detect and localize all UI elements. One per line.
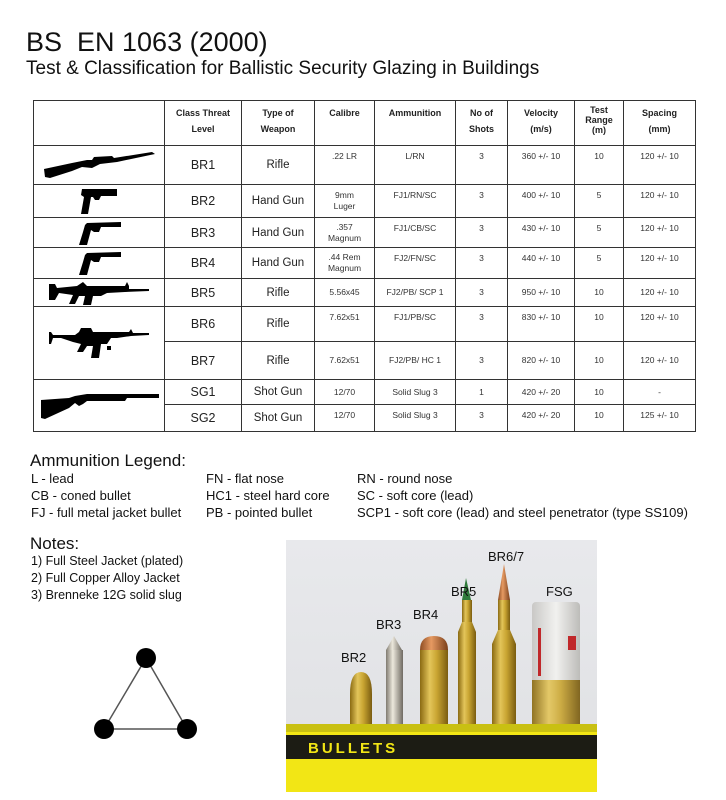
range-cell: 10 bbox=[575, 279, 624, 307]
weapon-cell bbox=[34, 279, 165, 307]
weapon-cell bbox=[34, 248, 165, 279]
header-range: Test Range (m) bbox=[575, 101, 624, 146]
header-spacing: Spacing (mm) bbox=[624, 101, 696, 146]
calibre-cell: 12/70 bbox=[315, 405, 375, 432]
velocity-cell: 440 +/- 10 bbox=[508, 248, 575, 279]
legend-title: Ammunition Legend: bbox=[30, 451, 186, 470]
table-row bbox=[34, 307, 696, 342]
battle-rifle-icon bbox=[47, 324, 151, 362]
legend-item: CB - coned bullet bbox=[31, 488, 131, 503]
class-cell: SG2 bbox=[165, 405, 242, 432]
table-row bbox=[34, 248, 696, 279]
weapon-cell bbox=[34, 307, 165, 380]
class-cell: BR1 bbox=[165, 146, 242, 185]
bullet-label-br3: BR3 bbox=[376, 617, 402, 632]
revolver-icon bbox=[75, 220, 123, 246]
header-shots: No of Shots bbox=[456, 101, 508, 146]
type-cell: Rifle bbox=[242, 279, 315, 307]
spacing-cell: - bbox=[624, 380, 696, 405]
spacing-cell: 120 +/- 10 bbox=[624, 279, 696, 307]
range-cell: 5 bbox=[575, 248, 624, 279]
range-cell: 5 bbox=[575, 218, 624, 248]
shots-cell: 3 bbox=[456, 342, 508, 380]
header-class: Class Threat Level bbox=[165, 101, 242, 146]
type-cell: Rifle bbox=[242, 342, 315, 380]
shotgun-icon bbox=[39, 392, 159, 420]
type-cell: Shot Gun bbox=[242, 380, 315, 405]
class-cell: SG1 bbox=[165, 380, 242, 405]
table-header-row bbox=[34, 101, 696, 146]
type-cell: Shot Gun bbox=[242, 405, 315, 432]
header-weapon-image bbox=[34, 101, 165, 146]
velocity-cell: 830 +/- 10 bbox=[508, 307, 575, 342]
bullet-label-fsg: FSG bbox=[546, 584, 573, 599]
class-cell: BR7 bbox=[165, 342, 242, 380]
legend-item: SC - soft core (lead) bbox=[357, 488, 474, 503]
bullet-label-br4: BR4 bbox=[413, 607, 439, 622]
calibre-cell: 12/70 bbox=[315, 380, 375, 405]
legend-column-3 bbox=[357, 470, 688, 521]
shots-cell: 3 bbox=[456, 185, 508, 218]
ammo-cell: FJ2/FN/SC bbox=[375, 248, 456, 279]
range-cell: 10 bbox=[575, 146, 624, 185]
bullets-photo bbox=[286, 540, 597, 792]
range-cell: 5 bbox=[575, 185, 624, 218]
range-cell: 10 bbox=[575, 405, 624, 432]
table-row bbox=[34, 218, 696, 248]
velocity-cell: 430 +/- 10 bbox=[508, 218, 575, 248]
velocity-cell: 360 +/- 10 bbox=[508, 146, 575, 185]
impact-point bbox=[94, 719, 114, 739]
calibre-cell: 5.56x45 bbox=[315, 279, 375, 307]
scoped-rifle-icon bbox=[42, 151, 157, 179]
spacing-cell: 120 +/- 10 bbox=[624, 146, 696, 185]
impact-point bbox=[136, 648, 156, 668]
class-cell: BR3 bbox=[165, 218, 242, 248]
spacing-cell: 125 +/- 10 bbox=[624, 405, 696, 432]
shots-cell: 1 bbox=[456, 380, 508, 405]
spacing-cell: 120 +/- 10 bbox=[624, 218, 696, 248]
shots-cell: 3 bbox=[456, 146, 508, 185]
calibre-cell: .44 Rem Magnum bbox=[315, 248, 375, 279]
table-row bbox=[34, 185, 696, 218]
calibre-cell: 7.62x51 bbox=[315, 307, 375, 342]
ammo-cell: FJ1/CB/SC bbox=[375, 218, 456, 248]
legend-item: FJ - full metal jacket bullet bbox=[31, 505, 182, 520]
page-subtitle: Test & Classification for Ballistic Security Glazing in Buildings bbox=[26, 58, 540, 79]
range-cell: 10 bbox=[575, 307, 624, 342]
weapon-cell bbox=[34, 146, 165, 185]
class-cell: BR5 bbox=[165, 279, 242, 307]
assault-rifle-icon bbox=[47, 280, 151, 306]
legend-column-1 bbox=[31, 470, 181, 521]
bullet-label-br2: BR2 bbox=[341, 650, 367, 665]
header-type: Type of Weapon bbox=[242, 101, 315, 146]
ammo-cell: L/RN bbox=[375, 146, 456, 185]
class-cell: BR4 bbox=[165, 248, 242, 279]
page-title: BS EN 1063 (2000) bbox=[26, 27, 268, 57]
header-velocity: Velocity (m/s) bbox=[508, 101, 575, 146]
calibre-cell: .357 Magnum bbox=[315, 218, 375, 248]
velocity-cell: 400 +/- 10 bbox=[508, 185, 575, 218]
shots-cell: 3 bbox=[456, 405, 508, 432]
notes-list bbox=[31, 553, 183, 604]
pistol-icon bbox=[79, 187, 119, 215]
type-cell: Rifle bbox=[242, 307, 315, 342]
box-label-text: BULLETS bbox=[308, 740, 399, 757]
calibre-cell: .22 LR bbox=[315, 146, 375, 185]
legend-item: L - lead bbox=[31, 471, 74, 486]
legend-column-2 bbox=[206, 470, 330, 521]
velocity-cell: 950 +/- 10 bbox=[508, 279, 575, 307]
range-cell: 10 bbox=[575, 342, 624, 380]
weapon-cell bbox=[34, 380, 165, 432]
header-ammunition: Ammunition bbox=[375, 101, 456, 146]
velocity-cell: 420 +/- 20 bbox=[508, 380, 575, 405]
impact-point bbox=[177, 719, 197, 739]
velocity-cell: 420 +/- 20 bbox=[508, 405, 575, 432]
revolver-icon bbox=[75, 250, 123, 276]
notes-title: Notes: bbox=[30, 534, 80, 553]
spacing-cell: 120 +/- 10 bbox=[624, 342, 696, 380]
type-cell: Hand Gun bbox=[242, 218, 315, 248]
ammo-cell: FJ1/PB/SC bbox=[375, 307, 456, 342]
shots-cell: 3 bbox=[456, 307, 508, 342]
shot-pattern-triangle-diagram bbox=[90, 645, 210, 745]
type-cell: Hand Gun bbox=[242, 185, 315, 218]
ammo-cell: Solid Slug 3 bbox=[375, 380, 456, 405]
note-item: 3) Brenneke 12G solid slug bbox=[31, 588, 182, 602]
legend-item: RN - round nose bbox=[357, 471, 453, 486]
legend-item: FN - flat nose bbox=[206, 471, 285, 486]
legend-item: SCP1 - soft core (lead) and steel penetrator (type SS109) bbox=[357, 505, 688, 520]
classification-table bbox=[33, 100, 696, 432]
ammo-cell: Solid Slug 3 bbox=[375, 405, 456, 432]
legend-item: HC1 - steel hard core bbox=[206, 488, 330, 503]
calibre-cell: 7.62x51 bbox=[315, 342, 375, 380]
bullet-label-br6-7: BR6/7 bbox=[488, 549, 525, 564]
type-cell: Hand Gun bbox=[242, 248, 315, 279]
type-cell: Rifle bbox=[242, 146, 315, 185]
bullet-label-br5: BR5 bbox=[451, 584, 477, 599]
table-row bbox=[34, 380, 696, 405]
class-cell: BR6 bbox=[165, 307, 242, 342]
shots-cell: 3 bbox=[456, 279, 508, 307]
spacing-cell: 120 +/- 10 bbox=[624, 307, 696, 342]
velocity-cell: 820 +/- 10 bbox=[508, 342, 575, 380]
table-row bbox=[34, 279, 696, 307]
note-item: 2) Full Copper Alloy Jacket bbox=[31, 571, 180, 585]
table-row bbox=[34, 146, 696, 185]
ammo-cell: FJ2/PB/ SCP 1 bbox=[375, 279, 456, 307]
header-calibre: Calibre bbox=[315, 101, 375, 146]
weapon-cell bbox=[34, 218, 165, 248]
range-cell: 10 bbox=[575, 380, 624, 405]
spacing-cell: 120 +/- 10 bbox=[624, 248, 696, 279]
shots-cell: 3 bbox=[456, 248, 508, 279]
ammo-cell: FJ1/RN/SC bbox=[375, 185, 456, 218]
note-item: 1) Full Steel Jacket (plated) bbox=[31, 554, 184, 568]
ammo-cell: FJ2/PB/ HC 1 bbox=[375, 342, 456, 380]
calibre-cell: 9mm Luger bbox=[315, 185, 375, 218]
weapon-cell bbox=[34, 185, 165, 218]
legend-item: PB - pointed bullet bbox=[206, 505, 313, 520]
class-cell: BR2 bbox=[165, 185, 242, 218]
shots-cell: 3 bbox=[456, 218, 508, 248]
spacing-cell: 120 +/- 10 bbox=[624, 185, 696, 218]
